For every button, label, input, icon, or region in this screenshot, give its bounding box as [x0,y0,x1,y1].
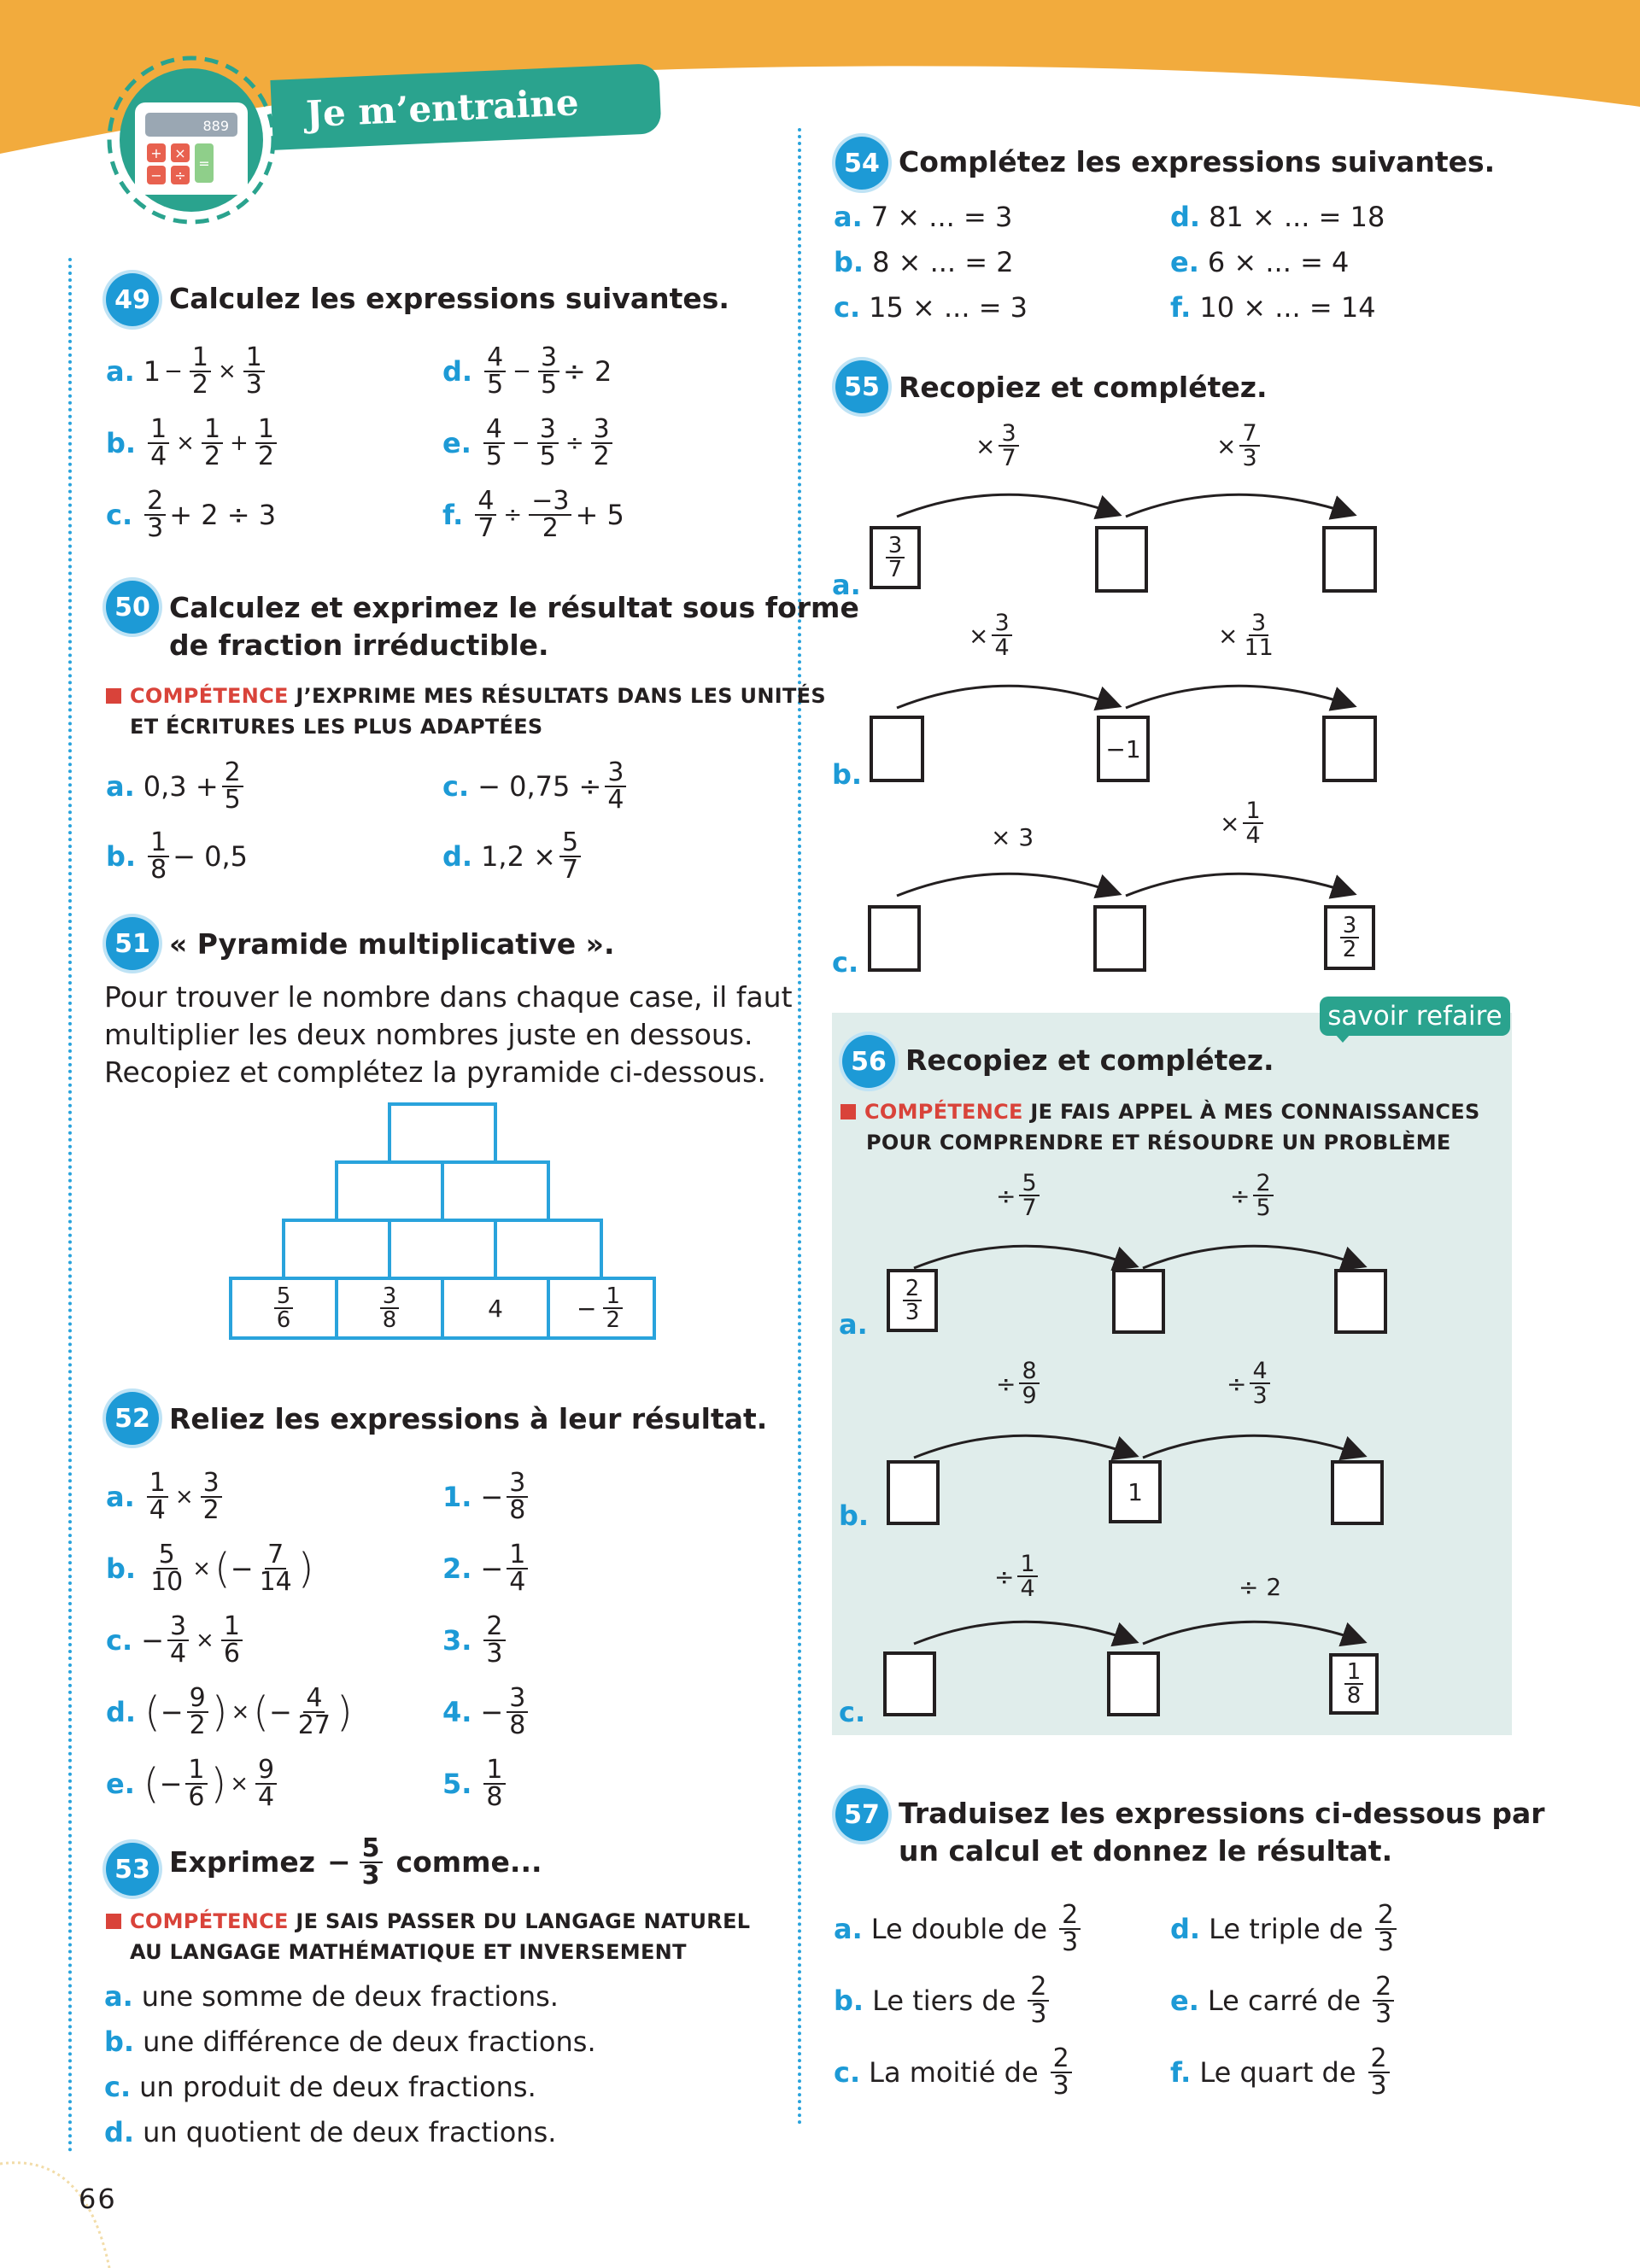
ex54-item: f. 10 × ... = 14 [1170,291,1376,324]
exercise-52-title: Reliez les expressions à leur résultat. [169,1402,768,1435]
ex53-item: b. une différence de deux fractions. [104,2025,596,2058]
exercise-50-title-line1: Calculez et exprimez le résultat sous forme [169,591,859,624]
ex56-row-label-a: a. [839,1308,868,1341]
ex56-competence-line2: POUR COMPRENDRE ET RÉSOUDRE UN PROBLÈME [866,1131,1451,1154]
exercise-55-number: 55 [835,360,888,413]
ex56-operator-b2: ÷ $\frac{4}{3}$ [1227,1359,1274,1407]
right-column-dotted-rule [798,128,801,2126]
ex55-box-a1: $\frac{3}{7}$ [870,526,921,589]
ex53-item: d. un quotient de deux fractions. [104,2116,557,2148]
page-title: Je m’entraine [305,80,580,135]
ex56-operator-c1: ÷ $\frac{1}{4}$ [994,1552,1041,1600]
ex55-operator-b2: × $\frac{3}{11}$ [1218,610,1274,661]
ex55-box-c2 [1093,905,1146,972]
ex55-operator-c1: × 3 [991,823,1034,851]
ex55-box-b2: −1 [1097,716,1150,782]
ex55-box-c3: $\frac{3}{2}$ [1324,905,1375,970]
ex56-box-c1 [883,1651,936,1716]
ex55-operator-b1: × $\frac{3}{4}$ [969,611,1016,659]
ex56-row-label-b: b. [839,1499,870,1532]
pyramid-cell-row3 [388,1219,497,1280]
left-column-dotted-rule [68,258,72,2154]
exercise-54-title: Complétez les expressions suivantes. [899,145,1496,178]
exercise-51-title: « Pyramide multiplicative ». [169,927,615,961]
ex53-competence-line1: COMPÉTENCE JE SAIS PASSER DU LANGAGE NATUREL [106,1906,750,1937]
ex54-item: b. 8 × ... = 2 [834,246,1014,278]
exercise-52-number: 52 [106,1392,159,1445]
svg-text:+: + [150,145,162,161]
pyramid-base-cell-4: − $\frac{1}{2}$ [547,1277,656,1340]
ex53-item: a. une somme de deux fractions. [104,1980,559,2013]
ex56-box-b2: 1 [1109,1460,1162,1523]
ex55-arrows-row-b [888,669,1367,721]
page-number: 66 [79,2183,117,2215]
ex51-paragraph-line2: multiplier les deux nombres juste en dessous. [104,1018,753,1051]
exercise-56-title: Recopiez et complétez. [905,1043,1274,1077]
ex49-item-f: f. $\frac{4}{7}$ ÷ $\frac{-3}{2}$ + 5 [442,486,624,543]
ex55-box-c1 [868,905,921,972]
ex55-row-label-b: b. [832,758,863,791]
ex49-item-d: d. $\frac{4}{5}$ − $\frac{3}{5}$ ÷ 2 [442,342,612,400]
ex56-operator-c2: ÷ 2 [1239,1573,1282,1601]
ex56-operator-a1: ÷ $\frac{5}{7}$ [996,1172,1043,1219]
ex51-paragraph-line1: Pour trouver le nombre dans chaque case, il faut [104,980,793,1014]
ex51-paragraph-line3: Recopiez et complétez la pyramide ci-dessous. [104,1055,766,1089]
ex54-item: a. 7 × ... = 3 [834,201,1013,233]
exercise-49-title: Calculez les expressions suivantes. [169,282,729,315]
ex52-left-item-d: d. ( − $\frac{9}{2}$ ) × ( − $\frac{4}{27}$ ) [106,1683,353,1740]
ex56-arrows-row-c [905,1605,1384,1657]
exercise-51-number: 51 [106,917,159,970]
ex52-left-item-c: c. − $\frac{3}{4}$ × $\frac{1}{6}$ [106,1614,246,1667]
exercise-53-title: Exprimez − $\frac{5}{3}$ comme... [169,1833,542,1891]
ex55-box-b3 [1322,716,1377,782]
ex49-item-a: a. 1 − $\frac{1}{2}$ × $\frac{1}{3}$ [106,345,268,398]
ex56-box-a1: $\frac{2}{3}$ [887,1269,938,1332]
ex56-box-a3 [1334,1269,1387,1334]
ex50-competence-line2: ET ÉCRITURES LES PLUS ADAPTÉES [130,715,543,739]
exercise-54-number: 54 [835,137,888,190]
ex55-operator-a1: × $\frac{3}{7}$ [975,422,1022,470]
exercise-57-title-line2: un calcul et donnez le résultat. [899,1834,1393,1868]
ex52-left-item-a: a. $\frac{1}{4}$ × $\frac{3}{2}$ [106,1470,226,1523]
pyramid-base-cell-3: 4 [441,1277,550,1340]
pyramid-cell-row2 [335,1160,444,1222]
pyramid-base-cell-1: $\frac{5}{6}$ [229,1277,338,1340]
ex55-box-b1 [870,716,924,782]
svg-text:×: × [174,145,186,161]
exercise-57-title-line1: Traduisez les expressions ci-dessous par [899,1797,1545,1830]
ex57-item-f: f. Le quart de $\frac{2}{3}$ [1170,2046,1393,2099]
exercise-50-number: 50 [106,581,159,634]
pyramid-base-cell-2: $\frac{3}{8}$ [335,1277,444,1340]
savoir-refaire-tag-pointer [1335,1034,1350,1043]
ex56-competence-line1: COMPÉTENCE JE FAIS APPEL À MES CONNAISSANCES [840,1096,1480,1127]
ex50-item-a: a. 0,3 + $\frac{2}{5}$ [106,760,247,813]
exercise-53-number: 53 [106,1843,159,1896]
pyramid-cell-top [388,1102,497,1164]
ex56-box-b3 [1331,1460,1384,1525]
ex49-item-b: b. $\frac{1}{4}$ × $\frac{1}{2}$ + $\frac{1}{2}$ [106,417,280,470]
exercise-55-title: Recopiez et complétez. [899,371,1268,404]
ex57-item-b: b. Le tiers de $\frac{2}{3}$ [834,1974,1052,2027]
ex56-box-c2 [1107,1651,1160,1716]
pyramid-cell-row3 [494,1219,603,1280]
ex55-operator-c2: × $\frac{1}{4}$ [1220,799,1267,847]
ex52-result-4: 4. − $\frac{3}{8}$ [442,1686,531,1739]
ex55-box-a2 [1095,526,1148,593]
ex50-item-c: c. − 0,75 ÷ $\frac{3}{4}$ [442,760,630,813]
ex55-box-a3 [1322,526,1377,593]
exercise-50-title-line2: de fraction irréductible. [169,628,549,662]
ex57-item-e: e. Le carré de $\frac{2}{3}$ [1170,1974,1397,2027]
ex57-item-a: a. Le double de $\frac{2}{3}$ [834,1903,1084,1955]
ex50-competence-line1: COMPÉTENCE J’EXPRIME MES RÉSULTATS DANS LES UNITÉS [106,681,826,711]
savoir-refaire-tag: savoir refaire [1320,997,1510,1036]
pyramid-cell-row3 [282,1219,391,1280]
svg-text:=: = [198,155,210,172]
ex57-item-d: d. Le triple de $\frac{2}{3}$ [1170,1903,1400,1955]
exercise-57-number: 57 [835,1788,888,1841]
ex56-box-b1 [887,1460,940,1525]
ex55-row-label-a: a. [832,569,861,601]
ex56-box-a2 [1112,1269,1165,1334]
svg-text:÷: ÷ [174,167,186,184]
ex56-row-label-c: c. [839,1696,866,1728]
ex52-result-3: 3. $\frac{2}{3}$ [442,1614,509,1667]
ex54-item: e. 6 × ... = 4 [1170,246,1350,278]
ex52-result-1: 1. − $\frac{3}{8}$ [442,1470,531,1523]
ex55-row-label-c: c. [832,946,859,979]
calculator-display-text: 889 [202,118,229,134]
ex50-item-b: b. $\frac{1}{8}$ − 0,5 [106,827,249,885]
ex52-result-5: 5. $\frac{1}{8}$ [442,1757,509,1810]
ex56-box-c3: $\frac{1}{8}$ [1329,1653,1379,1715]
ex55-arrows-row-a [888,478,1367,529]
ex55-arrows-row-c [888,857,1367,909]
ex55-operator-a2: × $\frac{7}{3}$ [1216,422,1263,470]
ex52-result-2: 2. − $\frac{1}{4}$ [442,1542,531,1595]
ex52-left-item-e: e. ( − $\frac{1}{6}$ ) × $\frac{9}{4}$ [106,1757,280,1810]
ex53-competence-line2: AU LANGAGE MATHÉMATIQUE ET INVERSEMENT [130,1940,687,1964]
ex57-item-c: c. La moitié de $\frac{2}{3}$ [834,2046,1075,2099]
ex53-item: c. un produit de deux fractions. [104,2071,536,2103]
exercise-49-number: 49 [106,273,159,326]
ex49-item-e: e. $\frac{4}{5}$ − $\frac{3}{5}$ ÷ $\frac{3}{2}$ [442,417,616,470]
ex56-operator-b1: ÷ $\frac{8}{9}$ [996,1359,1043,1407]
svg-text:−: − [150,167,162,184]
pyramid-cell-row2 [441,1160,550,1222]
exercise-56-number: 56 [842,1035,895,1088]
ex54-item: c. 15 × ... = 3 [834,291,1028,324]
ex54-item: d. 81 × ... = 18 [1170,201,1385,233]
ex50-item-d: d. 1,2 × $\frac{5}{7}$ [442,830,584,883]
ex52-left-item-b: b. $\frac{5}{10}$ × ( − $\frac{7}{14}$ ) [106,1540,314,1597]
ex49-item-c: c. $\frac{2}{3}$ + 2 ÷ 3 [106,486,277,543]
ex56-operator-a2: ÷ $\frac{2}{5}$ [1230,1172,1277,1219]
